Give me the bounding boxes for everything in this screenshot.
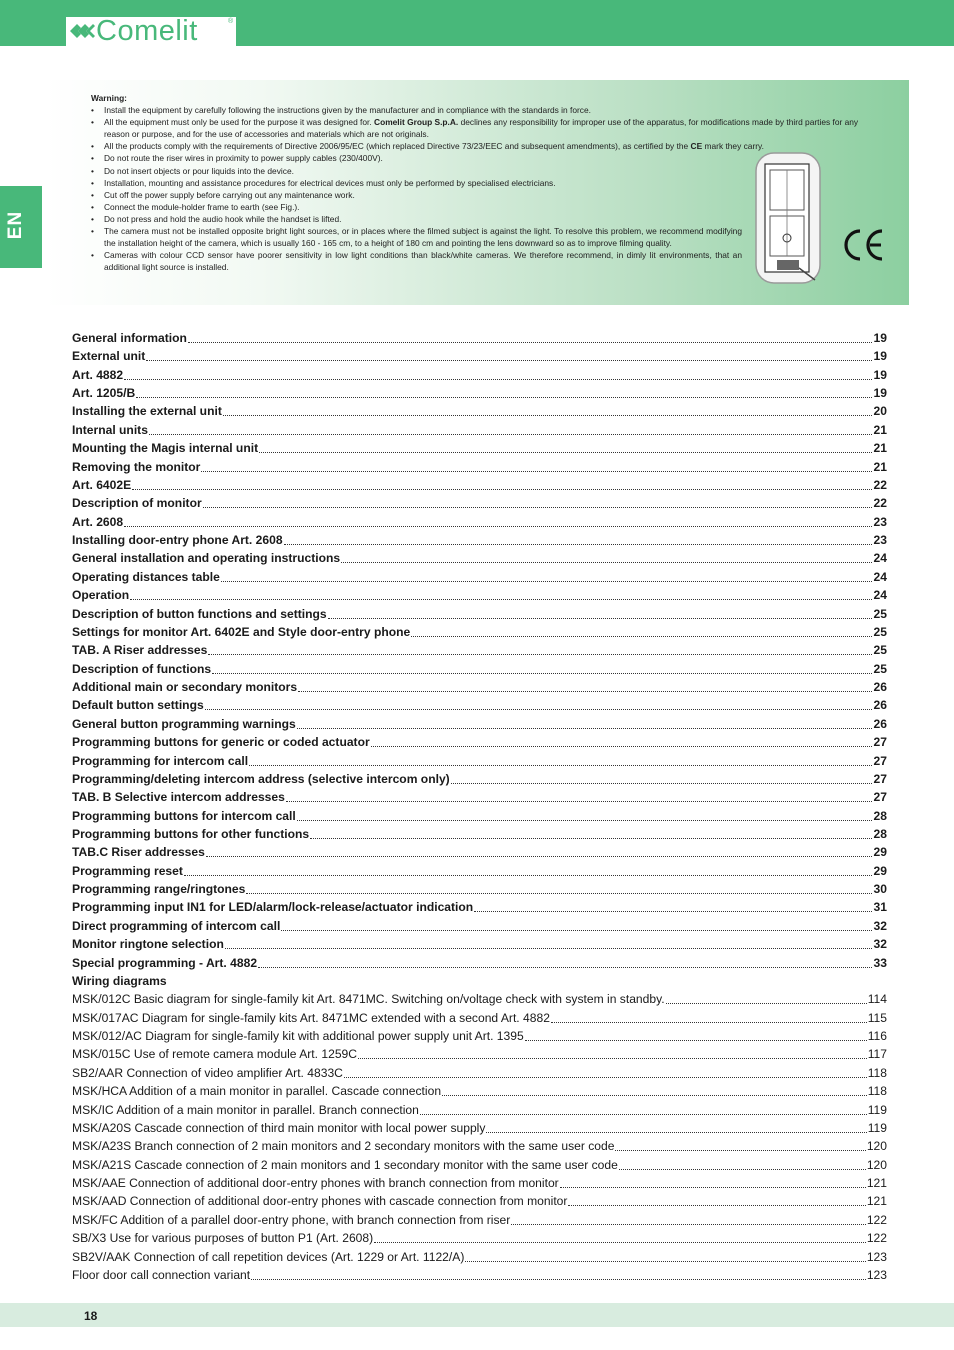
toc-leader-dots: [184, 875, 872, 876]
toc-entry[interactable]: [72, 457, 887, 475]
toc-leader-dots: [560, 1187, 866, 1188]
toc-entry-title: Special programming - Art. 4882: [72, 955, 258, 970]
toc-entry[interactable]: [72, 346, 887, 364]
warning-item: • All the products comply with the requirements of Directive 2006/95/EC (which replaced Directive 73/23/EEC and subsequent amendments), as certified by the CE mark they carry.: [91, 140, 886, 152]
warning-item: • Do not insert objects or pour liquids into the device.: [91, 165, 886, 177]
toc-entry[interactable]: [72, 897, 887, 915]
toc-entry-page: 25: [873, 624, 887, 639]
toc-entry-page: 122: [866, 1231, 887, 1246]
toc-entry[interactable]: [72, 1118, 887, 1136]
toc-entry-title: Operation: [72, 588, 130, 603]
toc-entry[interactable]: [72, 493, 887, 511]
toc-entry-page: 118: [867, 1065, 887, 1080]
toc-entry[interactable]: [72, 365, 887, 383]
toc-entry-page: 29: [873, 845, 887, 860]
toc-entry-page: 24: [873, 569, 887, 584]
toc-entry[interactable]: [72, 567, 887, 585]
toc-entry-title: MSK/012C Basic diagram for single-family kit Art. 8471MC. Switching on/voltage check with system in standby.: [72, 992, 665, 1007]
module-frame-photo: [755, 152, 821, 284]
toc-entry-title: MSK/FC Addition of a parallel door-entry phone, with branch connection from riser: [72, 1212, 511, 1227]
toc-entry[interactable]: [72, 677, 887, 695]
toc-entry-title: TAB. A Riser addresses: [72, 643, 208, 658]
toc-entry[interactable]: [72, 695, 887, 713]
toc-entry[interactable]: [72, 659, 887, 677]
toc-entry[interactable]: [72, 401, 887, 419]
toc-entry[interactable]: [72, 420, 887, 438]
toc-entry-title: Programming for intercom call: [72, 753, 249, 768]
toc-leader-dots: [130, 599, 872, 600]
toc-entry-title: Programming range/ringtones: [72, 882, 246, 897]
toc-leader-dots: [246, 893, 872, 894]
toc-leader-dots: [149, 434, 872, 435]
toc-entry-title: Description of monitor: [72, 496, 202, 511]
toc-entry-page: 19: [873, 367, 887, 382]
toc-entry-page: 28: [873, 826, 887, 841]
toc-entry-page: 25: [873, 606, 887, 621]
toc-leader-dots: [297, 820, 872, 821]
comelit-logo: [66, 17, 236, 46]
toc-entry-page: 25: [873, 643, 887, 658]
toc-entry-page: 117: [867, 1047, 887, 1062]
toc-entry[interactable]: [72, 989, 887, 1007]
toc-entry-page: 116: [867, 1029, 887, 1044]
toc-entry-title: TAB. B Selective intercom addresses: [72, 790, 285, 805]
toc-entry-page: 24: [873, 551, 887, 566]
toc-entry[interactable]: [72, 1155, 887, 1173]
toc-leader-dots: [511, 1224, 866, 1225]
toc-leader-dots: [411, 636, 872, 637]
toc-leader-dots: [281, 930, 872, 931]
toc-entry-title: SB2/AAR Connection of video amplifier Art. 4833C: [72, 1065, 343, 1080]
toc-entry[interactable]: [72, 861, 887, 879]
toc-leader-dots: [344, 1077, 867, 1078]
warning-item: • Cameras with colour CCD sensor have poorer sensitivity in low light conditions than black/white cameras. We therefore recommend, in dimly lit environments, that an additional light source is installed.: [91, 249, 742, 273]
toc-entry-title: Programming input IN1 for LED/alarm/lock-release/actuator indication: [72, 900, 474, 915]
toc-entry[interactable]: [72, 824, 887, 842]
toc-entry-title: MSK/015C Use of remote camera module Art. 1259C: [72, 1047, 358, 1062]
toc-entry-title: General installation and operating instructions: [72, 551, 341, 566]
logo-mark-icon: [68, 21, 96, 41]
toc-entry-page: 20: [873, 404, 887, 419]
toc-entry[interactable]: [72, 751, 887, 769]
warning-item: • Install the equipment by carefully following the instructions given by the manufacturer and in compliance with the standards in force.: [91, 104, 886, 116]
toc-leader-dots: [666, 1003, 867, 1004]
toc-entry[interactable]: [72, 1008, 887, 1026]
toc-entry-page: 26: [873, 716, 887, 731]
toc-entry[interactable]: [72, 530, 887, 548]
page-number: 18: [84, 1309, 98, 1323]
warning-item: • All the equipment must only be used for the purpose it was designed for. Comelit Group S.p.A. declines any responsibility for improper use of the apparatus, for modifications made by third parties for any reason or purpose, and for the use of accessories and materials which are not originals.: [91, 116, 886, 140]
toc-entry-page: 31: [873, 900, 887, 915]
toc-entry-page: 19: [873, 331, 887, 345]
toc-entry-title: Description of functions: [72, 661, 212, 676]
toc-entry-title: Installing door-entry phone Art. 2608: [72, 533, 283, 548]
toc-entry-title: Default button settings: [72, 698, 204, 713]
toc-entry-title: Floor door call connection variant: [72, 1267, 251, 1282]
toc-entry-page: 26: [873, 680, 887, 695]
toc-leader-dots: [420, 1114, 867, 1115]
toc-entry-page: 30: [873, 882, 887, 897]
toc-entry-page: 120: [866, 1139, 887, 1154]
toc-entry-page: 121: [866, 1176, 887, 1191]
toc-entry[interactable]: [72, 604, 887, 622]
toc-leader-dots: [551, 1022, 867, 1023]
toc-entry-page: 23: [873, 514, 887, 529]
toc-entry-title: TAB.C Riser addresses: [72, 845, 205, 860]
toc-entry-title: Operating distances table: [72, 569, 220, 584]
toc-leader-dots: [358, 1058, 867, 1059]
toc-entry[interactable]: [72, 732, 887, 750]
toc-entry-page: 27: [873, 771, 887, 786]
toc-entry[interactable]: [72, 916, 887, 934]
toc-entry[interactable]: [72, 1044, 887, 1062]
toc-entry-page: 21: [873, 459, 887, 474]
toc-leader-dots: [341, 562, 872, 563]
toc-entry[interactable]: [72, 1173, 887, 1191]
toc-entry-page: 123: [866, 1249, 887, 1264]
toc-entry[interactable]: [72, 806, 887, 824]
toc-leader-dots: [136, 397, 872, 398]
toc-entry-page: 32: [873, 918, 887, 933]
language-tab: [0, 186, 42, 268]
toc-leader-dots: [212, 673, 872, 674]
toc-leader-dots: [205, 709, 872, 710]
toc-entry[interactable]: [72, 1210, 887, 1228]
toc-entry[interactable]: [72, 328, 887, 346]
toc-entry-title: MSK/012/AC Diagram for single-family kit with additional power supply unit Art. 1395: [72, 1029, 524, 1044]
toc-leader-dots: [223, 415, 872, 416]
toc-leader-dots: [201, 471, 872, 472]
toc-entry[interactable]: [72, 640, 887, 658]
toc-entry[interactable]: [72, 787, 887, 805]
toc-entry-title: MSK/HCA Addition of a main monitor in parallel. Cascade connection: [72, 1084, 442, 1099]
toc-leader-dots: [251, 1279, 866, 1280]
toc-entry-title: Programming buttons for generic or coded actuator: [72, 735, 370, 750]
toc-entry-page: 121: [866, 1194, 887, 1209]
toc-entry-page: 22: [873, 477, 887, 492]
warning-item: • Cut off the power supply before carrying out any maintenance work.: [91, 189, 886, 201]
toc-entry-title: Mounting the Magis internal unit: [72, 441, 259, 456]
toc-entry-title: External unit: [72, 349, 146, 364]
toc-entry-title: MSK/A23S Branch connection of 2 main monitors and 2 secondary monitors with the same user code: [72, 1139, 615, 1154]
toc-leader-dots: [146, 360, 872, 361]
toc-entry[interactable]: [72, 1081, 887, 1099]
toc-leader-dots: [124, 379, 872, 380]
toc-leader-dots: [328, 618, 872, 619]
toc-leader-dots: [615, 1150, 865, 1151]
toc-entry[interactable]: [72, 953, 887, 971]
toc-entry-page: 33: [873, 955, 887, 970]
toc-leader-dots: [258, 967, 872, 968]
toc-leader-dots: [451, 783, 872, 784]
toc-entry[interactable]: [72, 1191, 887, 1209]
toc-entry-title: Removing the monitor: [72, 459, 201, 474]
toc-leader-dots: [206, 856, 872, 857]
toc-entry-title: MSK/AAE Connection of additional door-entry phones with branch connection from monitor: [72, 1176, 559, 1191]
toc-entry-page: 27: [873, 790, 887, 805]
toc-entry[interactable]: [72, 1100, 887, 1118]
toc-leader-dots: [525, 1040, 867, 1041]
toc-leader-dots: [203, 507, 872, 508]
toc-entry[interactable]: [72, 548, 887, 566]
toc-entry-page: 29: [873, 863, 887, 878]
toc-leader-dots: [124, 526, 872, 527]
toc-entry-title: SB/X3 Use for various purposes of button P1 (Art. 2608): [72, 1231, 374, 1246]
toc-leader-dots: [188, 342, 872, 343]
toc-entry-page: 32: [873, 937, 887, 952]
toc-entry-title: MSK/IC Addition of a main monitor in parallel. Branch connection: [72, 1102, 419, 1117]
toc-leader-dots: [568, 1205, 865, 1206]
toc-entry[interactable]: [72, 842, 887, 860]
toc-entry-title: Additional main or secondary monitors: [72, 680, 298, 695]
toc-entry[interactable]: [72, 1136, 887, 1154]
toc-entry-page: 21: [873, 422, 887, 437]
toc-entry[interactable]: [72, 714, 887, 732]
toc-entry[interactable]: [72, 879, 887, 897]
toc-entry[interactable]: [72, 475, 887, 493]
toc-entry-page: 115: [867, 1010, 887, 1025]
toc-leader-dots: [286, 801, 872, 802]
toc-entry[interactable]: [72, 971, 887, 989]
toc-entry-page: 114: [867, 992, 887, 1007]
toc-entry-page: 119: [867, 1120, 887, 1135]
toc-entry[interactable]: [72, 934, 887, 952]
toc-leader-dots: [225, 948, 872, 949]
toc-entry[interactable]: [72, 438, 887, 456]
toc-entry-title: Description of button functions and settings: [72, 606, 327, 621]
toc-entry-title: Settings for monitor Art. 6402E and Style door-entry phone: [72, 624, 411, 639]
toc-entry[interactable]: [72, 1228, 887, 1246]
toc-leader-dots: [371, 746, 872, 747]
toc-entry-title: MSK/AAD Connection of additional door-entry phones with cascade connection from monitor: [72, 1194, 568, 1209]
toc-entry-page: 27: [873, 753, 887, 768]
toc-leader-dots: [221, 581, 872, 582]
toc-entry-page: 119: [867, 1102, 887, 1117]
warning-item: • Installation, mounting and assistance procedures for electrical devices must only be performed by specialised electricians.: [91, 177, 886, 189]
toc-leader-dots: [619, 1169, 866, 1170]
toc-entry-page: 27: [873, 735, 887, 750]
toc-leader-dots: [442, 1095, 867, 1096]
toc-entry-title: Internal units: [72, 422, 148, 437]
toc-leader-dots: [486, 1132, 866, 1133]
toc-leader-dots: [208, 654, 872, 655]
toc-entry-page: 28: [873, 808, 887, 823]
toc-entry[interactable]: [72, 769, 887, 787]
toc-entry-title: Wiring diagrams: [72, 973, 167, 988]
toc-entry[interactable]: [72, 1026, 887, 1044]
toc-entry-page: 19: [873, 349, 887, 364]
toc-entry-page: 21: [873, 441, 887, 456]
toc-entry[interactable]: [72, 383, 887, 401]
toc-entry-title: Programming reset: [72, 863, 183, 878]
toc-entry[interactable]: [72, 1265, 887, 1283]
toc-entry[interactable]: [72, 512, 887, 530]
toc-leader-dots: [374, 1242, 866, 1243]
toc-entry-title: Monitor ringtone selection: [72, 937, 224, 952]
toc-entry[interactable]: [72, 622, 887, 640]
toc-entry-page: 122: [866, 1212, 887, 1227]
toc-entry[interactable]: [72, 1063, 887, 1081]
toc-entry-page: 19: [873, 386, 887, 401]
toc-entry-title: General button programming warnings: [72, 716, 296, 731]
toc-entry-title: Art. 6402E: [72, 477, 132, 492]
toc-entry-title: SB2V/AAK Connection of call repetition devices (Art. 1229 or Art. 1122/A): [72, 1249, 465, 1264]
toc-leader-dots: [249, 765, 872, 766]
toc-entry-title: Programming buttons for other functions: [72, 826, 310, 841]
toc-leader-dots: [132, 489, 872, 490]
toc-entry-title: Art. 4882: [72, 367, 124, 382]
toc-entry-page: 118: [867, 1084, 887, 1099]
toc-leader-dots: [465, 1261, 865, 1262]
toc-entry-title: Programming buttons for intercom call: [72, 808, 296, 823]
toc-entry-title: MSK/A20S Cascade connection of third main monitor with local power supply: [72, 1120, 486, 1135]
footer-bar: [0, 1303, 954, 1327]
toc-entry-page: 26: [873, 698, 887, 713]
toc-entry-page: 22: [873, 496, 887, 511]
ce-mark-icon: [840, 227, 886, 263]
toc-entry-page: 24: [873, 588, 887, 603]
warning-item: • Do not route the riser wires in proximity to power supply cables (230/400V).: [91, 152, 886, 164]
toc-entry-title: Art. 1205/B: [72, 386, 136, 401]
toc-leader-dots: [297, 728, 872, 729]
warning-item: • Connect the module-holder frame to earth (see Fig.).: [91, 201, 886, 213]
toc-entry-title: Installing the external unit: [72, 404, 222, 419]
toc-entry-title: Art. 2608: [72, 514, 124, 529]
toc-entry-title: Direct programming of intercom call: [72, 918, 281, 933]
toc-entry-page: 123: [866, 1267, 887, 1282]
toc-entry[interactable]: [72, 1247, 887, 1265]
warning-item: • Do not press and hold the audio hook while the handset is lifted.: [91, 213, 886, 225]
toc-entry-title: MSK/A21S Cascade connection of 2 main monitors and 1 secondary monitor with the same user code: [72, 1157, 618, 1172]
toc-entry-title: MSK/017AC Diagram for single-family kits Art. 8471MC extended with a second Art. 4882: [72, 1010, 550, 1025]
warning-item: • The camera must not be installed opposite bright light sources, or in places where the filmed subject is against the light. To resolve this problem, we recommend modifying the installation height of the camera, which is usually 160 - 165 cm, to a height of 180 cm and pointing the lens downward so as to improve filming quality.: [91, 225, 742, 249]
toc-entry-page: 23: [873, 533, 887, 548]
toc-entry-title: General information: [72, 331, 187, 345]
toc-leader-dots: [284, 544, 872, 545]
toc-entry-page: 25: [873, 661, 887, 676]
toc-leader-dots: [474, 911, 872, 912]
warning-title: Warning:: [91, 93, 127, 103]
registered-mark: ®: [228, 18, 234, 25]
language-label: EN: [5, 210, 27, 240]
toc-entry[interactable]: [72, 585, 887, 603]
toc-leader-dots: [259, 452, 872, 453]
toc-entry-page: 120: [866, 1157, 887, 1172]
toc-entry-title: Programming/deleting intercom address (selective intercom only): [72, 771, 450, 786]
warning-panel: [45, 80, 909, 305]
toc-leader-dots: [298, 691, 872, 692]
toc-leader-dots: [310, 838, 872, 839]
brand-name: Comelit: [96, 15, 198, 47]
